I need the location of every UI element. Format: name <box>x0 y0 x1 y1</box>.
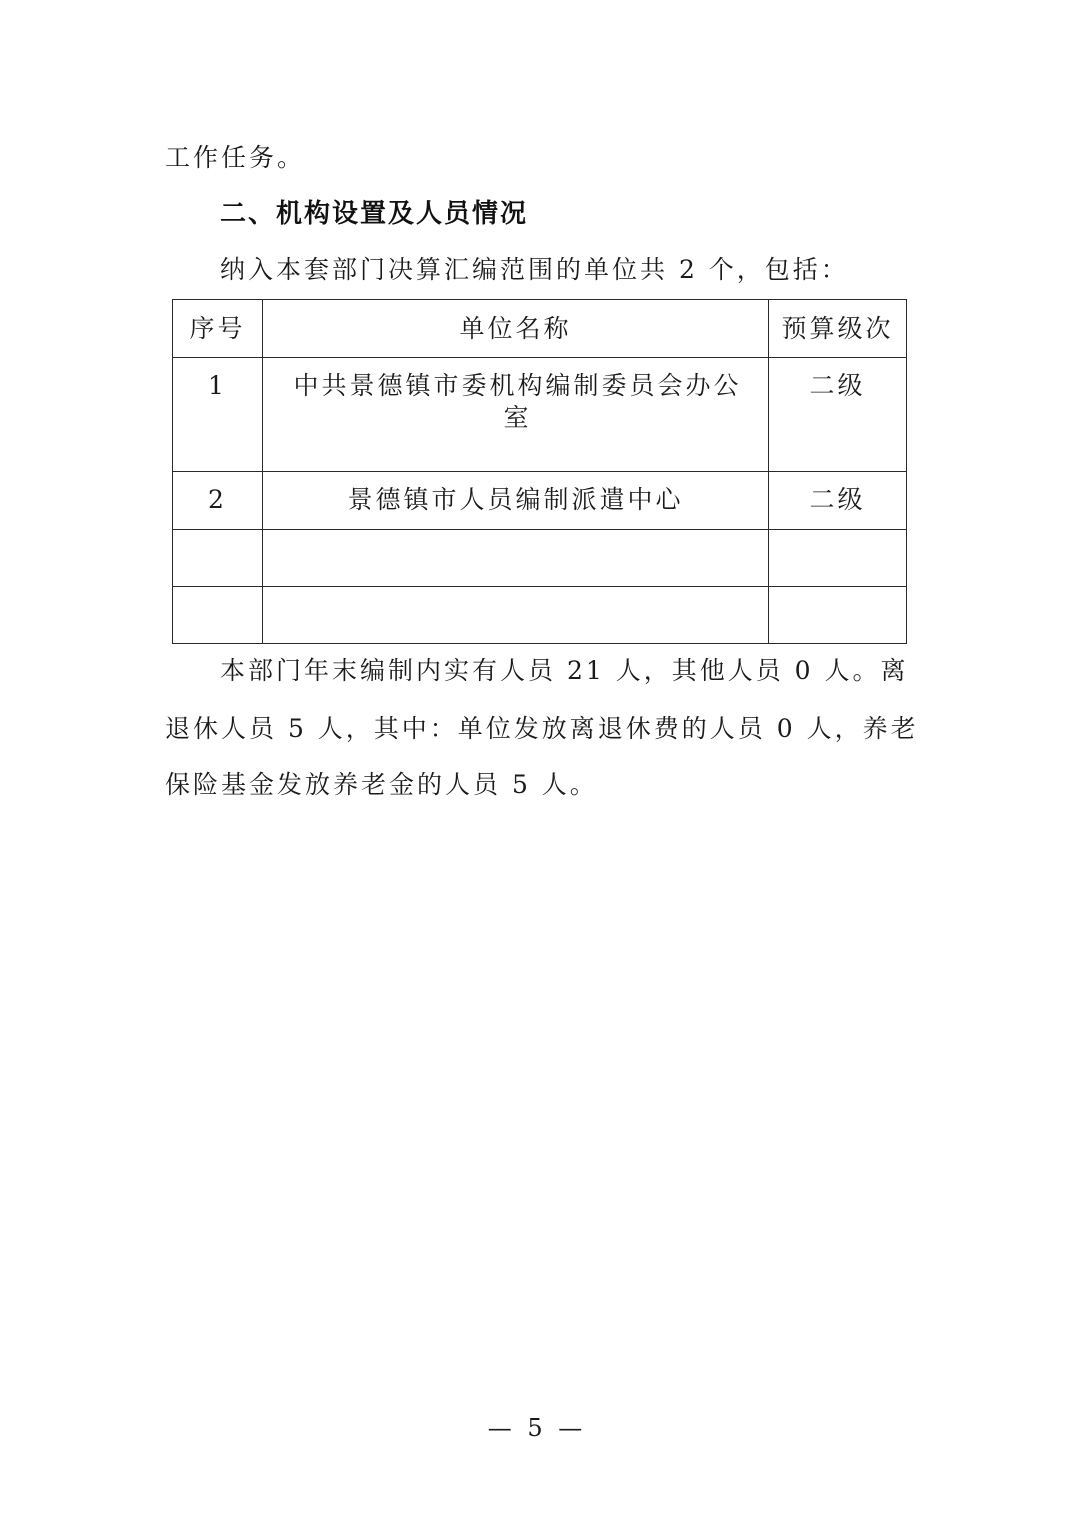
cell-no <box>173 530 263 587</box>
cell-name: 景德镇市人员编制派遣中心 <box>263 472 769 530</box>
section-heading: 二、机构设置及人员情况 <box>220 199 529 229</box>
units-table <box>172 299 907 644</box>
cell-name <box>263 587 769 644</box>
staff-paragraph-line-2: 退休人员 5 人，其中：单位发放离退休费的人员 0 人，养老 <box>165 714 919 743</box>
cell-no: 2 <box>173 472 263 530</box>
cell-level: 二级 <box>769 358 907 472</box>
cell-level: 二级 <box>769 472 907 530</box>
paragraph-continuation: 工作任务。 <box>165 143 306 172</box>
table-row <box>173 358 907 472</box>
staff-paragraph-line-3: 保险基金发放养老金的人员 5 人。 <box>165 770 598 799</box>
cell-name <box>263 530 769 587</box>
cell-no: 1 <box>173 358 263 472</box>
cell-no <box>173 587 263 644</box>
cell-level <box>769 587 907 644</box>
table-row <box>173 587 907 644</box>
cell-name: 中共景德镇市委机构编制委员会办公室 <box>263 358 769 472</box>
section-intro: 纳入本套部门决算汇编范围的单位共 2 个，包括： <box>220 255 849 284</box>
cell-level <box>769 530 907 587</box>
staff-paragraph-line-1: 本部门年末编制内实有人员 21 人，其他人员 0 人。离 <box>220 656 909 685</box>
page-number: — 5 — <box>487 1414 587 1442</box>
table-header-row <box>173 300 907 358</box>
header-no: 序号 <box>173 300 263 358</box>
header-level: 预算级次 <box>769 300 907 358</box>
header-name: 单位名称 <box>263 300 769 358</box>
table-row <box>173 472 907 530</box>
table-row <box>173 530 907 587</box>
